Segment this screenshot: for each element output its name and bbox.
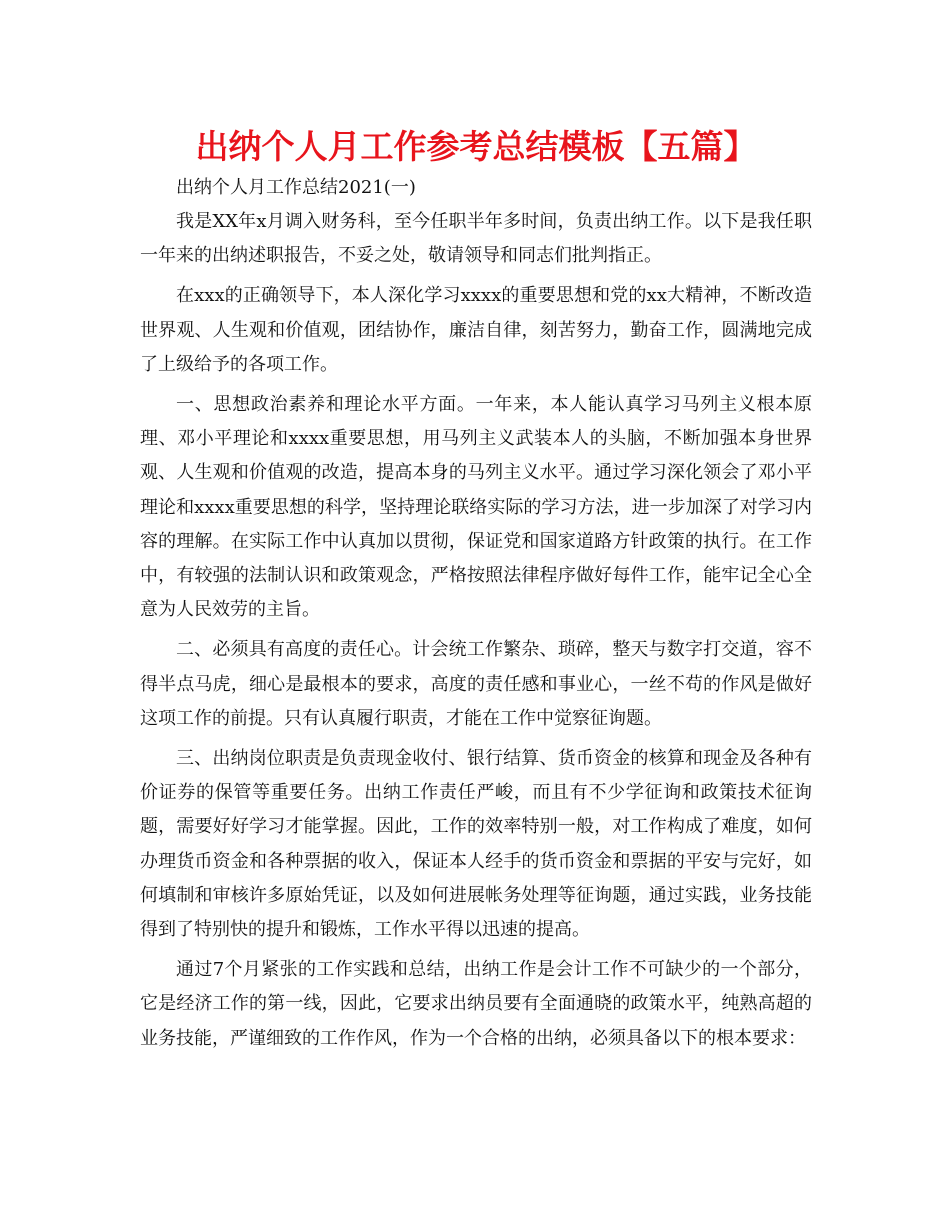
document-title: 出纳个人月工作参考总结模板【五篇】 xyxy=(195,127,757,166)
paragraph-leadership: 在xxx的正确领导下，本人深化学习xxxx的重要思想和党的xx大精神，不断改造世界观、人生观和价值观，团结协作，廉洁自律，刻苦努力，勤奋工作，圆满地完成了上级给予的各项工作。 xyxy=(140,285,812,375)
paragraph-section-two: 二、必须具有高度的责任心。计会统工作繁杂、琐碎，整天与数字打交道，容不得半点马虎，细心是最根本的要求，高度的责任感和事业心，一丝不苟的作风是做好这项工作的前提。只有认真履行职责，才能在工作中觉察征询题。 xyxy=(140,639,812,729)
paragraph-section-one: 一、思想政治素养和理论水平方面。一年来，本人能认真学习马列主义根本原理、邓小平理论和xxxx重要思想，用马列主义武装本人的头脑，不断加强本身世界观、人生观和价值观的改造，提高本身的马列主义水平。通过学习深化领会了邓小平理论和xxxx重要思想的科学，坚持理论联络实际的学习方法，进一步加深了对学习内容的理解。在实际工作中认真加以贯彻，保证党和国家道路方针政策的执行。在工作中，有较强的法制认识和政策观念，严格按照法律程序做好每件工作，能牢记全心全意为人民效劳的主旨。 xyxy=(140,394,812,621)
paragraph-intro: 我是XX年x月调入财务科，至今任职半年多时间，负责出纳工作。以下是我任职一年来的出纳述职报告，不妥之处，敬请领导和同志们批判指正。 xyxy=(140,211,812,267)
paragraph-section-three: 三、出纳岗位职责是负责现金收付、银行结算、货币资金的核算和现金及各种有价证券的保管等重要任务。出纳工作责任严峻，而且有不少学征询和政策技术征询题，需要好好学习才能掌握。因此，工作的效率特别一般，对工作构成了难度，如何办理货币资金和各种票据的收入，保证本人经手的货币资金和票据的平安与完好，如何填制和审核许多原始凭证，以及如何进展帐务处理等征询题，通过实践，业务技能得到了特别快的提升和锻炼，工作水平得以迅速的提高。 xyxy=(140,748,812,941)
document-page xyxy=(140,125,812,1062)
document-subtitle: 出纳个人月工作总结2021(一) xyxy=(176,177,416,198)
paragraph-summary: 通过7个月紧张的工作实践和总结，出纳工作是会计工作不可缺少的一个部分，它是经济工作的第一线，因此，它要求出纳员要有全面通晓的政策水平，纯熟高超的业务技能，严谨细致的工作作风，作为一个合格的出纳，必须具备以下的根本要求： xyxy=(140,959,812,1049)
